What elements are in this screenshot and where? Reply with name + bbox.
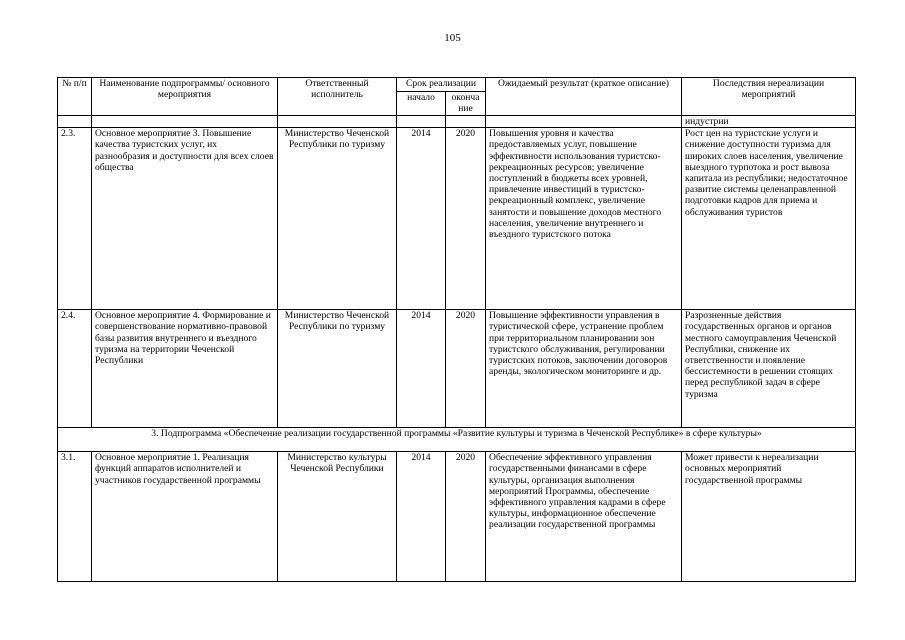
program-table — [57, 77, 856, 582]
row-end: 2020 — [446, 310, 486, 428]
section-title: 3. Подпрограмма «Обеспечение реализации государственной программы «Развитие культуры и туризма в Чеченской Республике» в сфере культуры» — [58, 428, 856, 452]
header-consequences: Последствия нереализации мероприятий — [682, 78, 856, 116]
row-start: 2014 — [397, 452, 446, 582]
row-name: Основное мероприятие 4. Формирование и совершенствование нормативно-правовой базы развития внутреннего и въездного туризма на территории Чеченской Республики — [92, 310, 278, 428]
table-row — [58, 310, 856, 428]
row-num: 2.4. — [58, 310, 92, 428]
row-executor: Министерство Чеченской Республики по туризму — [278, 128, 397, 310]
row-consequences: Может привести к нереализации основных мероприятий государственной программы — [682, 452, 856, 582]
row-start: 2014 — [397, 310, 446, 428]
row-end: 2020 — [446, 452, 486, 582]
carryover-text: индустрии — [682, 116, 856, 128]
header-start: начало — [397, 92, 446, 116]
table-row — [58, 128, 856, 310]
row-result: Повышения уровня и качества предоставляемых услуг, повышение эффективности использования туристско-рекреационных ресурсов; увеличение поступлений в бюджеты всех уровней, привлечение инвестиций в туристско-рекреационный комплекс, увеличение занятости и повышение доходов местного населения, увеличение внутреннего и въездного туристского потока — [486, 128, 682, 310]
header-name: Наименование подпрограммы/ основного мероприятия — [92, 78, 278, 116]
row-num: 3.1. — [58, 452, 92, 582]
row-name: Основное мероприятие 3. Повышение качества туристских услуг, их разнообразия и доступности для всех слоев общества — [92, 128, 278, 310]
row-end: 2020 — [446, 128, 486, 310]
row-executor: Министерство Чеченской Республики по туризму — [278, 310, 397, 428]
row-result: Повышение эффективности управления в туристической сфере, устранение проблем при территориальном планировании зон туристского обслуживания, регулировании туристских потоков, заключении договоров аренды, экологическом мониторинге и др. — [486, 310, 682, 428]
header-row — [58, 78, 856, 92]
header-num: № п/п — [58, 78, 92, 116]
header-period: Срок реализации — [397, 78, 486, 92]
row-start: 2014 — [397, 128, 446, 310]
page-number: 105 — [444, 32, 461, 44]
carryover-row — [58, 116, 856, 128]
header-end: оконча ние — [446, 92, 486, 116]
row-consequences: Разрозненные действия государственных органов и органов местного самоуправления Чеченской Республики, снижение их ответственности и появление бессистемности в решении стоящих перед республикой задач в сфере туризма — [682, 310, 856, 428]
row-num: 2.3. — [58, 128, 92, 310]
header-result: Ожидаемый результат (краткое описание) — [486, 78, 682, 116]
table-row — [58, 452, 856, 582]
header-executor: Ответственный исполнитель — [278, 78, 397, 116]
row-executor: Министерство культуры Чеченской Республики — [278, 452, 397, 582]
row-name: Основное мероприятие 1. Реализация функций аппаратов исполнителей и участников государственной программы — [92, 452, 278, 582]
row-consequences: Рост цен на туристские услуги и снижение доступности туризма для широких слоев населения, увеличение выездного турпотока и рост вывоза капитала из республики; недостаточное развитие системы целенаправленной подготовки кадров для приема и обслуживания туристов — [682, 128, 856, 310]
row-result: Обеспечение эффективного управления государственными финансами в сфере культуры, организация выполнения мероприятий Программы, обеспечение эффективного управления кадрами в сфере культуры, информационное обеспечение реализации государственной программы — [486, 452, 682, 582]
section-row — [58, 428, 856, 452]
